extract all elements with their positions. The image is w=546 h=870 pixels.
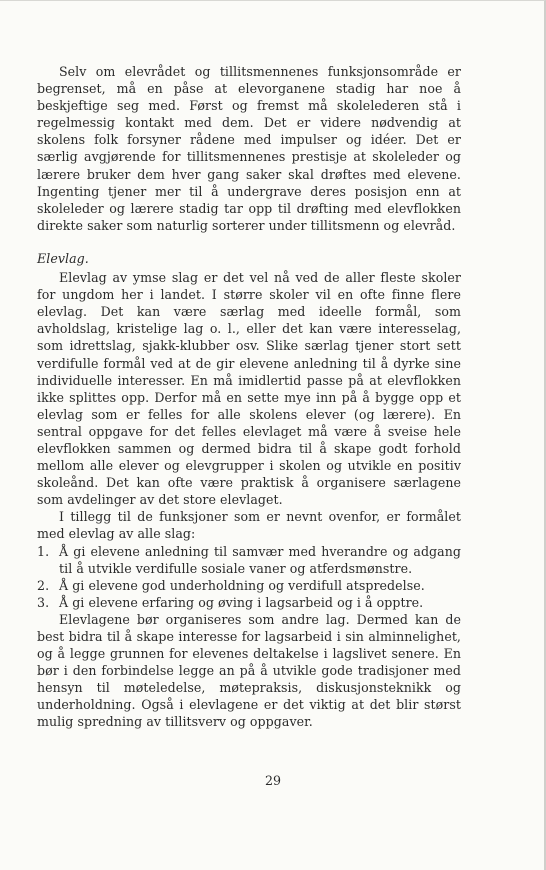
list-item-number: 1.: [37, 543, 50, 559]
list-item-number: 3.: [37, 594, 50, 610]
list-item: [37, 543, 461, 577]
list-item-number: 2.: [37, 577, 50, 593]
list-item-text: Å gi elevene anledning til samvær med hverandre og adgang til å utvikle verdifulle sosiale vaner og atferdsmønstre.: [59, 543, 461, 576]
paragraph-elevlag: Elevlag av ymse slag er det vel nå ved de aller fleste skoler for ungdom her i landet. I større skoler vil en ofte finne flere elevlag. Det kan være særlag med ideelle formål, som avholdslag, kristelige lag o. l., eller det kan være interesselag, som idrettslag, sjakk-klubber osv. Slike særlag tjener stort sett verdifulle formål ved at de gir elevene anledning til å dyrke sine individuelle interesser. En må imidlertid passe på at elevflokken ikke splittes opp. Derfor må en sette mye inn på å bygge opp et elevlag som er felles for alle skolens elever (og lærere). En sentral oppgave for det felles elevlaget må være å sveise hele elevflokken sammen og dermed bidra til å skape godt forhold mellom alle elever og elevgrupper i skolen og utvikle en positiv skoleånd. Det kan ofte være praktisk å organisere særlagene som avdelinger av det store elevlaget.: [37, 270, 461, 508]
list-item: [37, 577, 461, 594]
purpose-list: [37, 543, 461, 611]
list-item-text: Å gi elevene erfaring og øving i lagsarbeid og i å opptre.: [59, 594, 424, 610]
paragraph-elevrad: Selv om elevrådet og tillitsmennenes funksjonsområde er begrenset, må en påse at elevorganene stadig har noe å beskjeftige seg med. Først og fremst må skolelederen stå i regelmessig kontakt med dem. Det er videre nødvendig at skolens folk forsyner rådene med impulser og idéer. Det er særlig avgjørende for tillitsmennenes prestisje at skoleleder og lærere bruker dem hver gang saker skal drøftes med elevene. Ingenting tjener mer til å undergrave deres posisjon enn at skoleleder og lærere stadig tar opp til drøfting med elevflokken direkte saker som naturlig sorterer under tillitsmenn og elevråd.: [37, 64, 461, 233]
paragraph-formal-intro: I tillegg til de funksjoner som er nevnt ovenfor, er formålet med elevlag av alle slag:: [37, 509, 461, 542]
paragraph-organisering: Elevlagene bør organiseres som andre lag. Dermed kan de best bidra til å skape interesse for lagsarbeid i sin alminnelighet, og å legge grunnen for elevenes deltakelse i lagslivet senere. En bør i den forbindelse legge an på å utvikle gode tradisjoner med hensyn til møteledelse, møtepraksis, diskusjonsteknikk og underholdning. Også i elevlagene er det viktig at det blir størst mulig spredning av tillitsverv og oppgaver.: [37, 611, 461, 730]
page-number: 29: [264, 773, 282, 788]
list-item: [37, 594, 461, 611]
list-item-text: Å gi elevene god underholdning og verdifull atspredelse.: [59, 577, 425, 593]
page-body: [37, 63, 461, 731]
section-heading-elevlag: Elevlag.: [37, 250, 89, 266]
